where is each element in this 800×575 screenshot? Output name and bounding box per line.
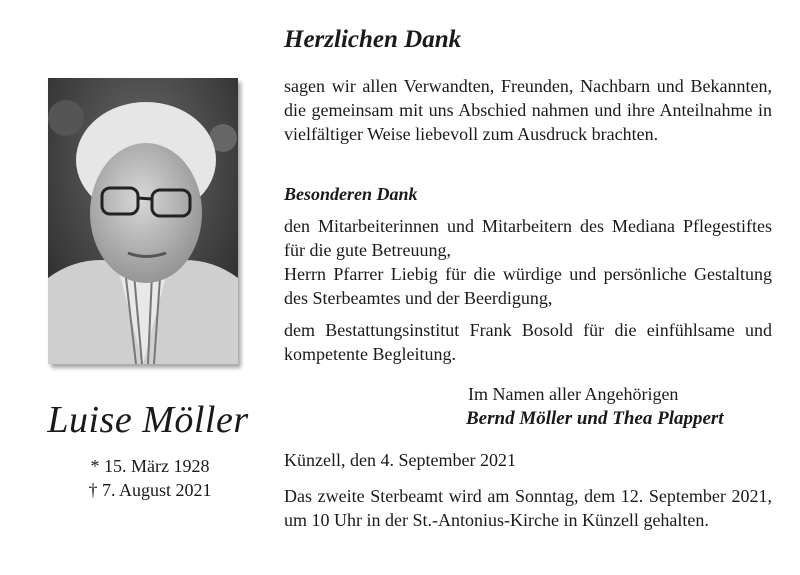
- thanks-item: den Mitarbeiterinnen und Mitarbeitern des Mediana Pflegestiftes für die gute Betreuung,: [284, 216, 772, 260]
- death-date: † 7. August 2021: [88, 480, 212, 500]
- place-date: Künzell, den 4. September 2021: [284, 450, 516, 470]
- intro-paragraph: sagen wir allen Verwandten, Freunden, Nachbarn und Bekannten, die gemeinsam mit uns Abschied nahmen und ihre Anteilnahme in vielfältiger Weise liebevoll zum Ausdruck brachten.: [284, 76, 772, 144]
- life-dates: [40, 454, 260, 502]
- thanks-item: Herrn Pfarrer Liebig für die würdige und persönliche Gestaltung des Sterbeamtes und der Beerdigung,: [284, 264, 772, 308]
- deceased-name: Luise Möller: [47, 399, 249, 441]
- birth-date: * 15. März 1928: [90, 456, 210, 476]
- notice-heading: Herzlichen Dank: [284, 26, 462, 53]
- special-thanks-heading: Besonderen Dank: [284, 184, 418, 204]
- signature-intro: Im Namen aller Angehörigen: [468, 384, 679, 404]
- signature-names: Bernd Möller und Thea Plappert: [466, 408, 724, 429]
- portrait-photo: [48, 78, 238, 364]
- service-notice: Das zweite Sterbeamt wird am Sonntag, dem 12. September 2021, um 10 Uhr in der St.-Antonius-Kirche in Künzell gehalten.: [284, 486, 772, 530]
- thanks-item: dem Bestattungsinstitut Frank Bosold für die einfühlsame und kompetente Begleitung.: [284, 320, 772, 364]
